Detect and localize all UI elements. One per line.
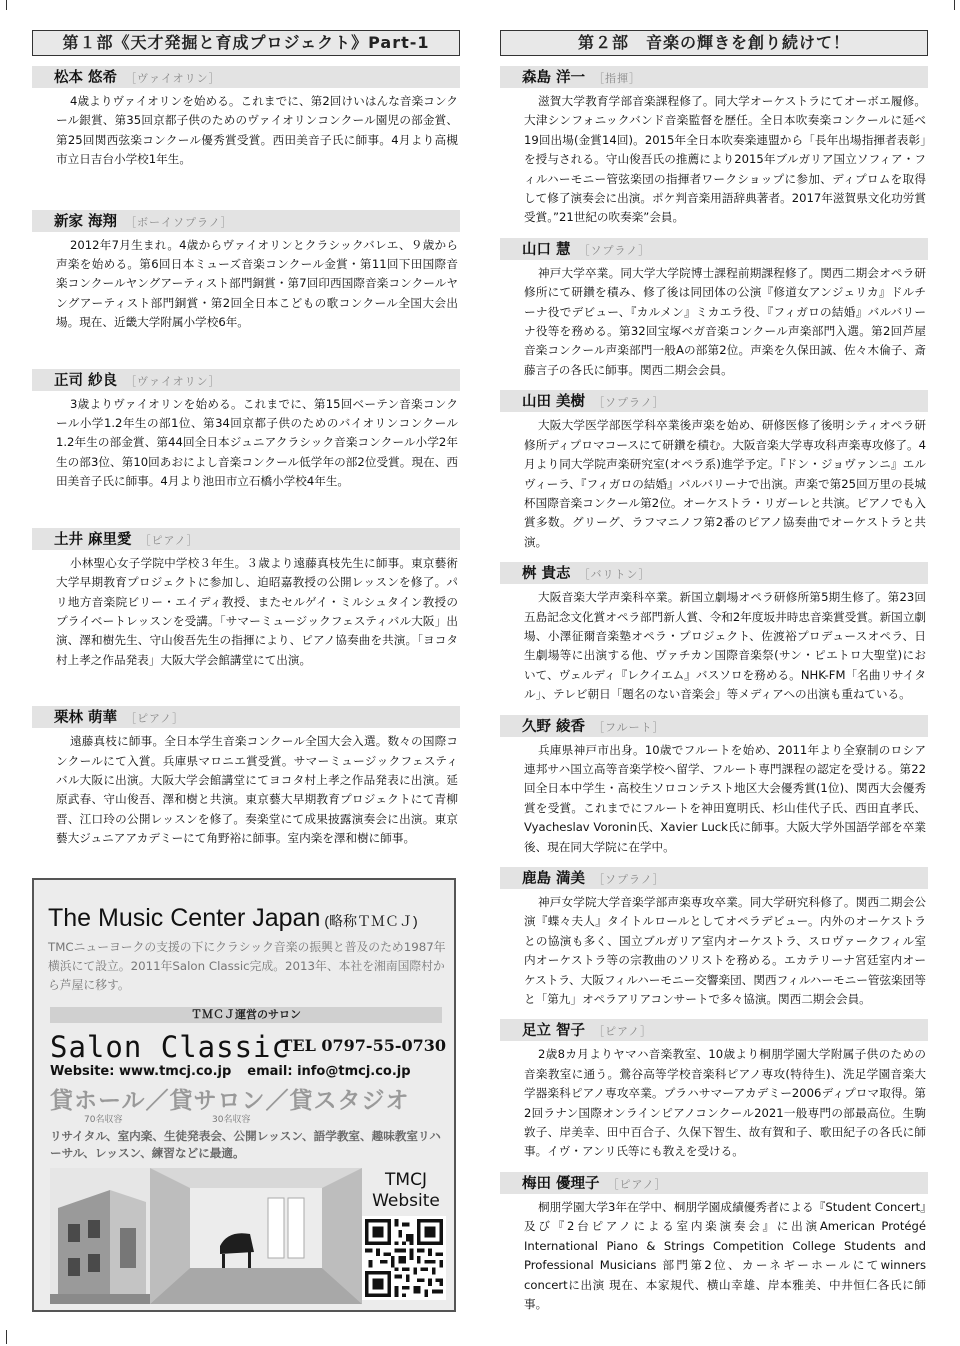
crop-mark-top-right bbox=[944, 0, 955, 10]
rental-title: 貸ホール／貸サロン／貸スタジオ bbox=[50, 1088, 410, 1114]
performer-role: ［ヴァイオリン］ bbox=[125, 374, 221, 388]
performer-bio: 遠藤真枝に師事。全日本学生音楽コンクール全国大会入選。数々の国際コンクールにて入賞。兵庫県マロニエ賞受賞。サマーミュージックフェスティバル大阪に出演。大阪大学会館講堂にてヨコタ村上孝之作品発表に出演。延原武春、守山俊吾、澤和樹と共演。東京藝大早期教育プロジェクトにて青柳晋、江口玲の公開レッスンを修了。奏楽堂にて成果披露演奏会に出演。東京藝大ジュニアアカデミーにて角野裕に師事。室内楽を澤和樹に師事。 bbox=[56, 734, 458, 846]
performer-role: ［ピアノ］ bbox=[139, 533, 199, 547]
ad-title bbox=[48, 904, 418, 933]
right-column bbox=[500, 30, 928, 1314]
performer-role: ［ヴァイオリン］ bbox=[125, 72, 221, 85]
profile-masu bbox=[500, 562, 928, 704]
capacity-salon: 30名収容 bbox=[212, 1115, 251, 1125]
org-abbreviation: (略称ＴＭＣＪ) bbox=[324, 913, 418, 929]
profile-kuno bbox=[500, 715, 928, 857]
profile-header bbox=[500, 867, 928, 889]
website-label-line2: Website bbox=[372, 1191, 440, 1211]
performer-name: 桝 貴志 bbox=[522, 565, 571, 583]
performer-role: ［ボーイソプラノ］ bbox=[125, 215, 233, 229]
profile-doi bbox=[32, 528, 460, 670]
qr-code-icon[interactable] bbox=[362, 1216, 446, 1300]
building-illustration bbox=[50, 1168, 150, 1304]
profile-yamaguchi bbox=[500, 238, 928, 380]
profile-header bbox=[500, 390, 928, 412]
performer-role: ［ピアノ］ bbox=[125, 712, 185, 726]
capacity-hall: 70名収容 bbox=[84, 1115, 123, 1125]
performer-name: 足立 智子 bbox=[522, 1022, 586, 1040]
profile-header bbox=[500, 1172, 928, 1194]
salon-name: Salon Classic bbox=[50, 1030, 290, 1064]
email-link[interactable]: email: info@tmcj.co.jp bbox=[247, 1064, 411, 1079]
profile-yamada bbox=[500, 390, 928, 552]
usage-list: リサイタル、室内楽、生徒発表会、公開レッスン、語学教室、趣味教室リハーサル、レッスン、練習などに最適。 bbox=[50, 1129, 441, 1160]
website-link[interactable]: Website: www.tmcj.co.jp bbox=[50, 1064, 232, 1079]
performer-role: ［ピアノ］ bbox=[607, 1177, 667, 1191]
performer-role: ［ソプラノ］ bbox=[578, 243, 651, 257]
tmcj-advertisement bbox=[32, 878, 456, 1312]
performer-name: 森島 洋一 bbox=[522, 69, 586, 86]
contact-row bbox=[50, 1064, 427, 1079]
profile-header bbox=[32, 528, 460, 550]
performer-bio: 大阪音楽大学声楽科卒業。新国立劇場オペラ研修所第5期生修了。第23回五島記念文化賞オペラ部門新人賞、令和2年度坂井時忠音楽賞受賞。新国立劇場、小澤征爾音楽塾オペラ・プロジェクト、佐渡裕プロデュースオペラ、日生劇場等に出演する他、ヴァチカン国際音楽祭(サン・ピエトロ大聖堂)において、ヴェルディ『レクイエム』バスソロを務める。NHK-FM「名曲リサイタル」、テレビ朝日「題名のない音楽会」等メディアへの出演も重ねている。 bbox=[524, 590, 926, 702]
qr-code-graphic bbox=[365, 1219, 443, 1297]
performer-name: 久野 綾香 bbox=[522, 717, 586, 735]
profile-umeda bbox=[500, 1172, 928, 1314]
performer-name: 山田 美樹 bbox=[522, 393, 586, 411]
profile-header bbox=[500, 1019, 928, 1041]
performer-bio: 2歳8カ月よりヤマハ音楽教室、10歳より桐朋学園大学附属子供のための音楽教室に通う。鶯谷高等学校音楽科ピアノ専攻(特待生)、洗足学園音楽大学器楽科ピアノ専攻卒業。プラハサマーアカデミー2006ディプロマ取得。第2回ラナン国際オンラインピアノコンクール2021一般専門の部最高位。生駒敦子、岸美幸、田中百合子、久保下智生、故有賀和子、歌田紀子の各氏に師事。イヴ・アンリ氏等にも教えを受ける。 bbox=[524, 1047, 926, 1159]
profile-shoji bbox=[32, 369, 460, 492]
website-label bbox=[364, 1170, 448, 1212]
profile-header bbox=[32, 706, 460, 728]
section-title-part1: 第１部《天才発掘と育成プロジェクト》Part-1 bbox=[32, 30, 460, 56]
building-photo bbox=[50, 1168, 150, 1304]
profile-header bbox=[500, 562, 928, 584]
section-title-part2: 第２部 音楽の輝きを創り続けて！ bbox=[500, 30, 928, 56]
profile-header bbox=[500, 715, 928, 737]
interior-illustration bbox=[150, 1168, 362, 1304]
profile-header bbox=[32, 369, 460, 391]
performer-bio: 4歳よりヴァイオリンを始める。これまでに、第2回けいはんな音楽コンクール銀賞、第35回京都子供のためのヴァイオリンコンクール園児の部金賞、第25回関西弦楽コンクール優秀賞受賞。西田美音子氏に師事。4月より高槻市立日吉台小学校1年生。 bbox=[56, 94, 458, 167]
website-label-line1: TMCJ bbox=[385, 1170, 427, 1190]
profile-header bbox=[500, 238, 928, 260]
profile-matsumoto bbox=[32, 66, 460, 170]
salon-row bbox=[50, 1030, 446, 1066]
profile-morishima bbox=[500, 66, 928, 228]
crop-mark-bottom-left bbox=[6, 1330, 17, 1344]
profile-header bbox=[500, 66, 928, 88]
performer-name: 正司 紗良 bbox=[54, 371, 118, 389]
performer-role: ［ピアノ］ bbox=[593, 1025, 653, 1039]
performer-role: ［バリトン］ bbox=[578, 568, 651, 582]
profile-header bbox=[32, 210, 460, 232]
profile-adachi bbox=[500, 1019, 928, 1161]
profile-shinke bbox=[32, 210, 460, 333]
org-name: The Music Center Japan bbox=[48, 904, 321, 932]
phone-number: TEL 0797-55-0730 bbox=[280, 1036, 446, 1055]
performer-role: ［ソプラノ］ bbox=[593, 396, 665, 410]
profile-kuribayashi bbox=[32, 706, 460, 848]
performer-name: 鹿島 満美 bbox=[522, 870, 586, 887]
profile-header bbox=[32, 66, 460, 88]
performer-role: ［フルート］ bbox=[593, 720, 665, 734]
performer-bio: 滋賀大学教育学部音楽課程修了。同大学オーケストラにてオーボエ履修。大津シンフォニックバンド音楽監督を歴任。全日本吹奏楽コンクールに延べ19回出場(金賞14回)。2015年全日本吹奏楽連盟から「長年出場指揮者表彰」を授与される。守山俊吾氏の推薦により2015年ブルガリア国立ソフィア・フィルハーモニー管弦楽団の指揮者ワークショップに参加、ディプロムを取得して修了演奏会に出演。ポケ判音楽用語辞典著者。2017年滋賀県文化功労賞受賞。”21世紀の吹奏楽”会員。 bbox=[524, 94, 926, 225]
performer-name: 梅田 優理子 bbox=[522, 1174, 600, 1192]
performer-name: 栗林 萌華 bbox=[54, 709, 118, 727]
performer-bio: 大阪大学医学部医学科卒業後声楽を始め、研修医修了後明シティオペラ研修所ディプロマコースにて研鑽を積む。大阪音楽大学専攻科声楽専攻修了。4月より同大学院声楽研究室(オペラ系)進学予定。『ドン・ジョヴァンニ』エルヴィーラ、『フィガロの結婚』バルバリーナで出演。声楽で第25回万里の長城杯国際音楽コンクール第2位。オーケストラ・リガーレと共演。ピアノでも入賞多数。グリーグ、ラフマニノフ第2番のピアノ協奏曲でオーケストラと共演。 bbox=[524, 418, 926, 549]
performer-name: 松本 悠希 bbox=[54, 69, 118, 86]
performer-bio: 神戸女学院大学音楽学部声楽専攻卒業。同大学研究科修了。関西二期会公演『蝶々夫人』タイトルロールとしてオペラデビュー。内外のオーケストラとの協演も多く、国立ブルガリア室内オーケストラ、スロヴァークフィル室内オーケストラ等の宗教曲のソリストを務める。エカテリーナ宮廷室内オーケストラ、大阪フィルハーモニー交響楽団、関西フィルハーモニー管弦楽団等と「第九」オペラアリアコンサートで多々協演。関西二期会会員。 bbox=[524, 895, 926, 1007]
performer-role: ［指揮］ bbox=[593, 72, 642, 85]
performer-bio: 3歳よりヴァイオリンを始める。これまでに、第15回ベーテン音楽コンクール小学1.2年生の部1位、第34回京都子供のためのバイオリンコンクール1.2年生の部金賞、第44回全日本ジュニアクラシック音楽コンクール小学2年生の部3位、第10回あおによし音楽コンクール低学年の部2位受賞。現在、西田美音子氏に師事。4月より池田市立石橋小学校4年生。 bbox=[56, 396, 458, 489]
performer-role: ［ソプラノ］ bbox=[593, 873, 665, 886]
performer-name: 山口 慧 bbox=[522, 240, 571, 258]
performer-bio: 桐朋学園大学3年在学中、桐朋学園成績優秀者による『Student Concert』及び『2台ピアノによる室内楽演奏会』に出演American Protégé International Piano & Strings Competition College Students and Professional Musicians 部門第2位、カーネギーホールにてwinners concertに出演 現在、本家規代、横山幸雄、岸本雅美、中井恒仁各氏に師事。 bbox=[524, 1199, 926, 1311]
profile-kashima bbox=[500, 867, 928, 1009]
left-column bbox=[32, 30, 460, 849]
performer-bio: 小林聖心女子学院中学校３年生。３歳より遠藤真枝先生に師事。東京藝術大学早期教育プロジェクトに参加し、迫昭嘉教授の公開レッスンを修了。パリ地方音楽院ビリー・エイディ教授、またセルゲイ・ミルシュタイン教授のプライベートレッスンを受講。「サマーミュージックフェスティバル大阪」出演、澤和樹先生、守山俊吾先生の指揮により、ピアノ協奏曲を共演。「ヨコタ村上孝之作品発表」大阪大学会館講堂にて出演。 bbox=[56, 555, 458, 667]
performer-name: 新家 海翔 bbox=[54, 212, 118, 230]
performer-name: 土井 麻里愛 bbox=[54, 530, 132, 548]
interior-photo bbox=[150, 1168, 362, 1304]
performer-bio: 兵庫県神戸市出身。10歳でフルートを始め、2011年より全寮制のロシア連邦サハ国立高等音楽学校へ留学、フルート専門課程の認定を受ける。第22回全日本中学生・高校生ソロコンテスト地区大会優秀賞(1位)、関西大会優秀賞を受賞。これまでにフルートを神田寛明氏、杉山佳代子氏、西田直孝氏、Vyacheslav Voronin氏、Xavier Luck氏に師事。大阪大学外国語学部を卒業後、現在同大学院に在学中。 bbox=[524, 742, 926, 854]
org-description: TMCニューヨークの支援の下にクラシック音楽の振興と普及のため1987年横浜にて設立。2011年Salon Classic完成。2013年、本社を湘南国際村から芦屋に移す。 bbox=[48, 940, 446, 992]
performer-bio: 2012年7月生まれ。4歳からヴァイオリンとクラシックバレエ、９歳から声楽を始める。第6回日本ミューズ音楽コンクール金賞・第11回下田国際音楽コンクールヤングアーティスト部門銅賞・第7回印西国際音楽コンクールヤングアーティスト部門銅賞・第2回全日本こどもの歌コンクール全国大会出場。現在、近畿大学附属小学校6年。 bbox=[56, 237, 458, 330]
crop-mark-top-left bbox=[6, 0, 17, 10]
performer-bio: 神戸大学卒業。同大学大学院博士課程前期課程修了。関西二期会オペラ研修所にて研鑽を積み、修了後は同団体の公演『修道女アンジェリカ』ドルチーナ役でデビュー、『カルメン』ミカエラ役、『フィガロの結婚』バルバリーナ役等を務める。第32回宝塚ベガ音楽コンクール声楽部門入選。第2回芦屋音楽コンクール声楽部門一般Aの部第2位。声楽を久保田誠、佐々木倫子、斎藤言子の各氏に師事。関西二期会会員。 bbox=[524, 265, 926, 377]
salon-subhead: ＴＭＣＪ運営のサロン bbox=[50, 1007, 442, 1023]
